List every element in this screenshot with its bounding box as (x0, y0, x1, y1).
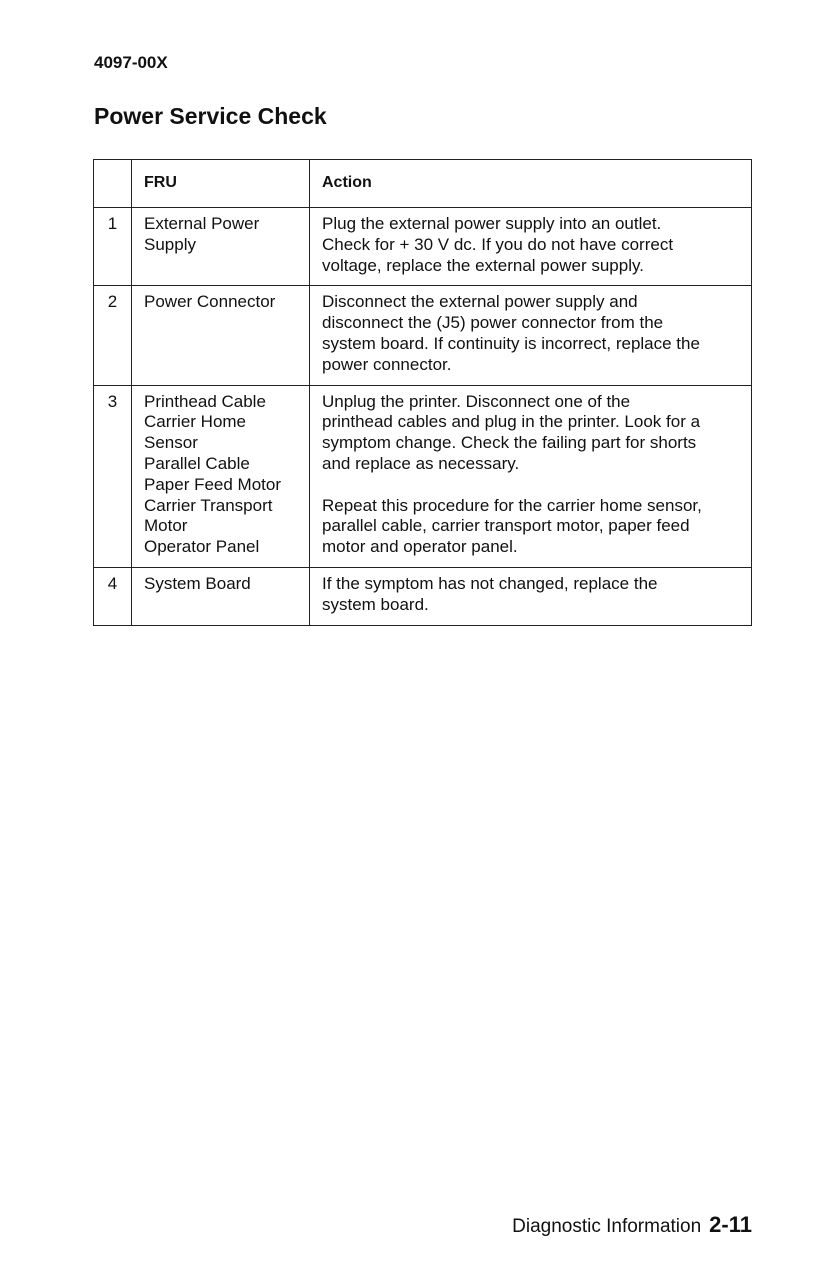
fru-cell: Power Connector (132, 286, 310, 385)
service-check-table (93, 159, 752, 626)
table-row (94, 208, 752, 286)
step-number: 1 (94, 208, 132, 286)
table-row (94, 385, 752, 567)
section-title: Power Service Check (94, 103, 327, 129)
header-step-number (94, 160, 132, 208)
step-number: 4 (94, 567, 132, 625)
fru-cell: External Power Supply (132, 208, 310, 286)
page-number: 2-11 (709, 1212, 752, 1237)
footer-section-name: Diagnostic Information (512, 1216, 702, 1237)
action-cell: Unplug the printer. Disconnect one of the printhead cables and plug in the printer. Look for a symptom change. Check the failing part for shorts and replace as necessary. Repeat this procedure for the carrier home sensor, parallel cable, carrier transport motor, paper feed motor and operator panel. (310, 385, 752, 567)
fru-cell: Printhead Cable Carrier Home Sensor Parallel Cable Paper Feed Motor Carrier Transport Motor Operator Panel (132, 385, 310, 567)
step-number: 2 (94, 286, 132, 385)
table-row (94, 286, 752, 385)
model-number: 4097-00X (94, 53, 168, 72)
page-footer (512, 1212, 752, 1238)
step-number: 3 (94, 385, 132, 567)
header-fru: FRU (132, 160, 310, 208)
action-cell: If the symptom has not changed, replace the system board. (310, 567, 752, 625)
table-header-row (94, 160, 752, 208)
table-row (94, 567, 752, 625)
action-cell: Disconnect the external power supply and disconnect the (J5) power connector from the system board. If continuity is incorrect, replace the power connector. (310, 286, 752, 385)
action-cell: Plug the external power supply into an outlet. Check for + 30 V dc. If you do not have correct voltage, replace the external power supply. (310, 208, 752, 286)
fru-cell: System Board (132, 567, 310, 625)
header-action: Action (310, 160, 752, 208)
